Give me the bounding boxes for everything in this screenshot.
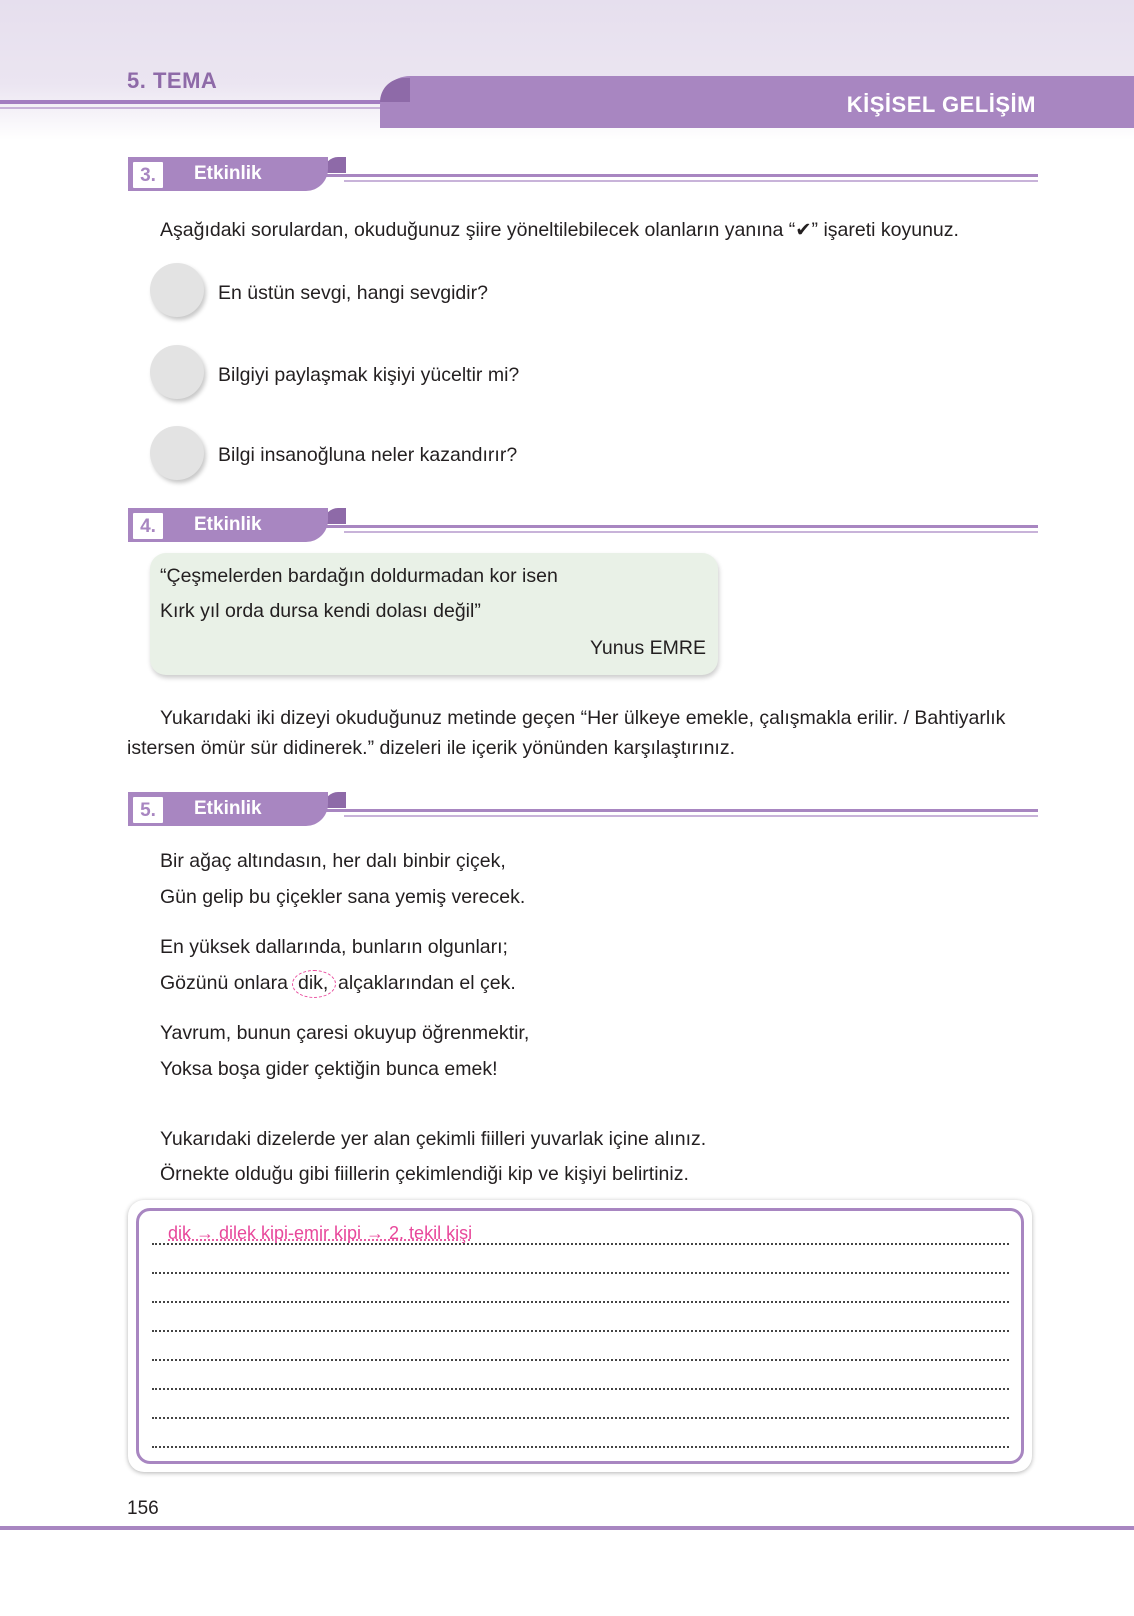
checkbox-circle[interactable] (150, 263, 204, 317)
answer-line[interactable] (152, 1272, 1009, 1274)
quote-line: “Çeşmelerden bardağın doldurmadan kor isen (160, 565, 558, 587)
activity-label: Etkinlik (194, 798, 262, 819)
poem-line: Yoksa boşa gider çektiğin bunca emek! (160, 1058, 498, 1080)
checkbox-circle[interactable] (150, 426, 204, 480)
poem-line-start: Gözünü onlara (160, 972, 288, 994)
answer-line[interactable] (152, 1417, 1009, 1419)
theme-label: 5. TEMA (127, 68, 218, 93)
quote-line: Kırk yıl orda dursa kendi dolası değil” (160, 600, 481, 622)
answer-line[interactable] (152, 1301, 1009, 1303)
header-rule-thin (0, 107, 400, 109)
activity-3-header (128, 157, 1038, 193)
activity-label: Etkinlik (194, 514, 262, 535)
activity-4-header (128, 508, 1038, 544)
poem-line-end: alçaklarından el çek. (338, 972, 516, 994)
question-item: En üstün sevgi, hangi sevgidir? (218, 282, 488, 304)
page-number: 156 (127, 1498, 159, 1519)
poem-line: Bir ağaç altındasın, her dalı binbir çiçek, (160, 850, 506, 872)
answer-line[interactable] (152, 1446, 1009, 1448)
comparison-paragraph-line1: Yukarıdaki iki dizeyi okuduğunuz metinde geçen “Her ülkeye emekle, çalışmakla erilir. / Bahtiyarlık (160, 707, 1006, 729)
theme-title: KİŞİSEL GELİŞİM (846, 92, 1036, 117)
circled-verb: dik, (298, 972, 329, 994)
activity-number: 5. (131, 795, 165, 825)
answer-line[interactable] (152, 1359, 1009, 1361)
answer-line[interactable] (152, 1388, 1009, 1390)
activity-3-instruction: Aşağıdaki sorulardan, okuduğunuz şiire yöneltilebilecek olanların yanına “✔” işareti koyunuz. (160, 219, 959, 241)
activity-number: 4. (131, 511, 165, 541)
activity-label: Etkinlik (194, 163, 262, 184)
activity-number: 3. (131, 160, 165, 190)
poem-line: Yavrum, bunun çaresi okuyup öğrenmektir, (160, 1022, 530, 1044)
poem-line: En yüksek dallarında, bunların olgunları; (160, 936, 508, 958)
quote-author: Yunus EMRE (590, 637, 706, 659)
question-item: Bilgi insanoğluna neler kazandırır? (218, 444, 518, 466)
comparison-paragraph-line2: istersen ömür sür didinerek.” dizeleri ile içerik yönünden karşılaştırınız. (127, 737, 735, 759)
activity-5-instruction: Örnekte olduğu gibi fiillerin çekimlendiği kip ve kişiyi belirtiniz. (160, 1163, 689, 1185)
answer-box-border (136, 1208, 1024, 1464)
poem-line: Gün gelip bu çiçekler sana yemiş verecek. (160, 886, 526, 908)
header-rule (0, 100, 400, 104)
activity-5-instruction: Yukarıdaki dizelerde yer alan çekimli fiilleri yuvarlak içine alınız. (160, 1128, 707, 1150)
question-item: Bilgiyi paylaşmak kişiyi yüceltir mi? (218, 364, 520, 386)
example-answer: dik → dilek kipi-emir kipi → 2. tekil kişi (168, 1223, 473, 1243)
activity-5-header (128, 792, 1038, 828)
answer-line[interactable] (152, 1330, 1009, 1332)
checkbox-circle[interactable] (150, 345, 204, 399)
footer-rule (0, 1526, 1134, 1530)
